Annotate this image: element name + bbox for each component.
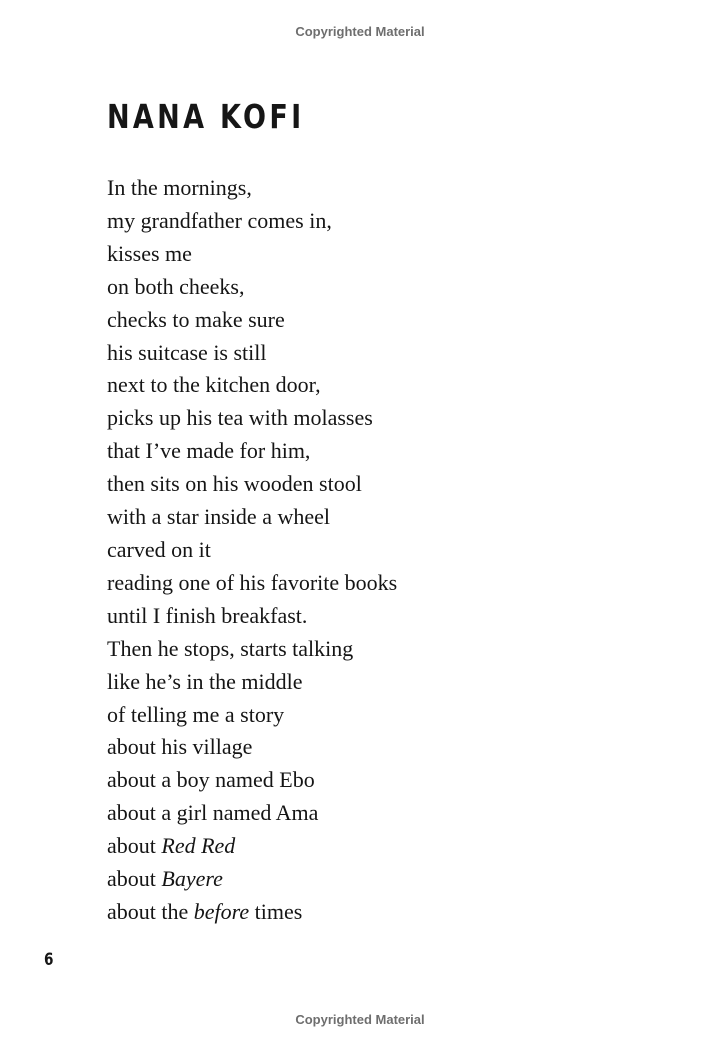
poem-line: kisses me [107,240,192,266]
poem-line: In the mornings, [107,175,252,200]
line-prefix: about [107,866,162,892]
poem-title: NANA KOFI [107,97,305,136]
poem-line: about his village [107,734,253,760]
poem-line-with-italic [107,896,397,929]
page-number: 6 [44,950,54,970]
poem-line: with a star inside a wheel [107,504,330,530]
poem-line: of telling me a story [107,701,285,727]
poem-line-with-italic [107,863,397,896]
italic-phrase: Red Red [161,833,236,859]
poem-line: like he’s in the middle [107,668,303,694]
italic-phrase: before [193,898,250,924]
poem-line: that I’ve made for him, [107,438,311,464]
poem-line: then sits on his wooden stool [107,471,362,497]
copyright-notice-bottom: Copyrighted Material [295,1012,425,1027]
poem-line: picks up his tea with molasses [107,405,373,431]
line-prefix: about the [107,898,194,924]
poem-line: about a girl named Ama [107,800,319,826]
poem-line: next to the kitchen door, [107,372,321,398]
poem-line: checks to make sure [107,306,285,332]
poem-line: until I finish breakfast. [107,602,308,628]
poem-body [107,172,397,929]
copyright-notice-top: Copyrighted Material [295,24,425,39]
poem-line: Then he stops, starts talking [107,635,354,661]
poem-line: about a boy named Ebo [107,767,315,793]
line-prefix: about [107,833,162,859]
poem-line: on both cheeks, [107,273,245,299]
poem-line: reading one of his favorite books [107,569,398,595]
italic-phrase: Bayere [161,866,223,892]
poem-line: my grandfather comes in, [107,207,332,233]
poem-line: his suitcase is still [107,339,267,365]
line-suffix: times [249,898,303,924]
poem-line-with-italic [107,830,397,863]
poem-line: carved on it [107,536,211,562]
